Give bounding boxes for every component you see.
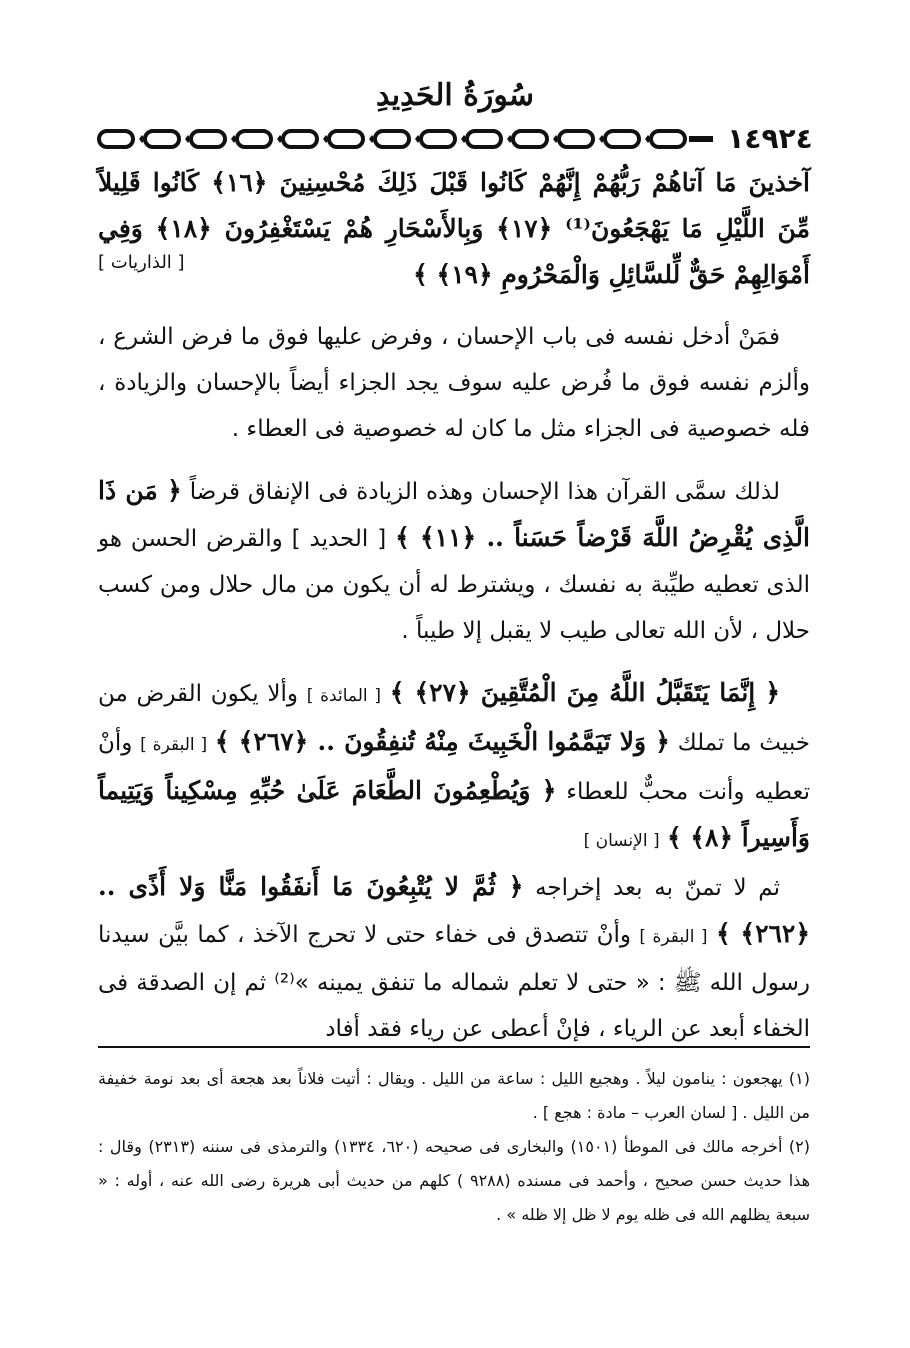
surah-reference-dhariyat: [ الذاريات ] (98, 252, 185, 273)
paragraph-conditions (98, 670, 810, 864)
page-number: ١٤٩٢٤ (727, 122, 813, 155)
footnote-2: (٢) أخرجه مالك فى الموطأ (١٥٠١) والبخارى فى صحيحه (٦٢٠، ١٣٣٤) والترمذى فى سننه (٢٣١٣) وقال : هذا حديث حسن صحيح ، وأحمد فى مسنده (٩٢٨٨ ) كلهم من حديث أبى هريرة رضى الله عنه ، أوله : « سبعة يظلهم الله فى ظله يوم لا ظل إلا ظله » . (98, 1137, 811, 1224)
surah-reference-maida: [ المائدة ] (306, 686, 382, 706)
surah-reference-baqara-262: [ البقرة ] (639, 927, 708, 947)
decorative-chain-border (95, 126, 715, 152)
secret-charity-text: وأنْ تتصدق فى خفاء حتى لا تحرج الآخذ ، كما بيَّن سيدنا رسول الله ﷺ : « حتى لا تعلم شماله ما تنفق يمينه »⁽²⁾ ثم إن الصدقة فى الخفاء أبعد عن الرياء ، فإنْ أعطى عن رياء فقد أفاد (98, 922, 810, 1042)
footnote-1: (١) يهجعون : ينامون ليلاً . وهجيع الليل : ساعة من الليل . ويقال : أتيت فلاناً بعد هجعة أى بعد نومة خفيفة من الليل . [ لسان العرب – مادة : هجع ] . (98, 1069, 810, 1122)
paragraph-ihsan: فمَنْ أدخل نفسه فى باب الإحسان ، وفرض عليها فوق ما فرض الشرع ، وألزم نفسه فوق ما فُرض عليه سوف يجد الجزاء أيضاً بالإحسان والزيادة ، فله خصوصية فى الجزاء مثل ما كان له خصوصية فى العطاء . (98, 324, 810, 442)
footnotes (98, 1062, 810, 1232)
surah-reference-baqara-267: [ البقرة ] (140, 735, 208, 755)
quran-passage-dhariyat: آخذينَ مَا آتاهُمْ رَبُّهُمْ إِنَّهُمْ كَانُوا قَبْلَ ذَلِكَ مُحْسِنِينَ ﴿١٦﴾ كَانُوا قَلِيلاً مِّنَ اللَّيْلِ مَا يَهْجَعُونَ⁽¹⁾ ﴿١٧﴾ وَبِالأَسْحَارِ هُمْ يَسْتَغْفِرُونَ ﴿١٨﴾ وَفِي أَمْوَالِهِمْ حَقٌّ لِّلسَّائِلِ وَالْمَحْرُومِ ﴿١٩﴾ ﴾ (98, 168, 810, 289)
quran-verse-baqara-262: ﴿ ثُمَّ لا يُتْبِعُونَ مَا أَنفَقُوا مَنًّا وَلا أَذًى .. ﴿٢٦٢﴾ ﴾ (98, 872, 811, 948)
quran-verse-maida: ﴿ إِنَّمَا يَتَقَبَّلُ اللَّهُ مِنَ الْمُتَّقِينَ ﴿٢٧﴾ ﴾ (389, 678, 780, 707)
quran-verse-qard: ﴿ مَن ذَا الَّذِى يُقْرِضُ اللَّهَ قَرْضاً حَسَناً .. ﴿١١﴾ ﴾ (98, 476, 810, 552)
condition-text-1: وألا يكون القرض من خبيث ما تملك (98, 681, 810, 756)
quran-verse-baqara-267: ﴿ وَلا تَيَمَّمُوا الْخَبِيثَ مِنْهُ تُنفِقُونَ .. ﴿٢٦٧﴾ ﴾ (214, 727, 670, 756)
paragraph-no-reproach (98, 864, 810, 1052)
no-reproach-intro: ثم لا تمنّ به بعد إخراجه (535, 875, 780, 901)
qard-explanation: [ الحديد ] والقرض الحسن هو الذى تعطيه طيِّبة به نفسك ، ويشترط له أن يكون من مال حلال ومن كسب حلال ، لأن الله تعالى طيب لا يقبل إلا طيباً . (98, 526, 810, 644)
surah-reference-insan: [ الإنسان ] (583, 831, 660, 851)
surah-title: سُورَةُ الحَدِيدِ (376, 78, 534, 113)
main-text (98, 160, 810, 1052)
footnote-divider (98, 1046, 810, 1048)
quran-verse-insan: ﴿ وَيُطْعِمُونَ الطَّعَامَ عَلَىٰ حُبِّهِ مِسْكِيناً وَيَتِيماً وَأَسِيراً ﴿٨﴾ ﴾ (98, 776, 810, 852)
condition-text-2: وأنْ تعطيه وأنت محبٌّ للعطاء (98, 730, 811, 805)
qard-intro: لذلك سمَّى القرآن هذا الإحسان وهذه الزيادة فى الإنفاق قرضاً (189, 479, 780, 505)
paragraph-qard (98, 468, 810, 654)
